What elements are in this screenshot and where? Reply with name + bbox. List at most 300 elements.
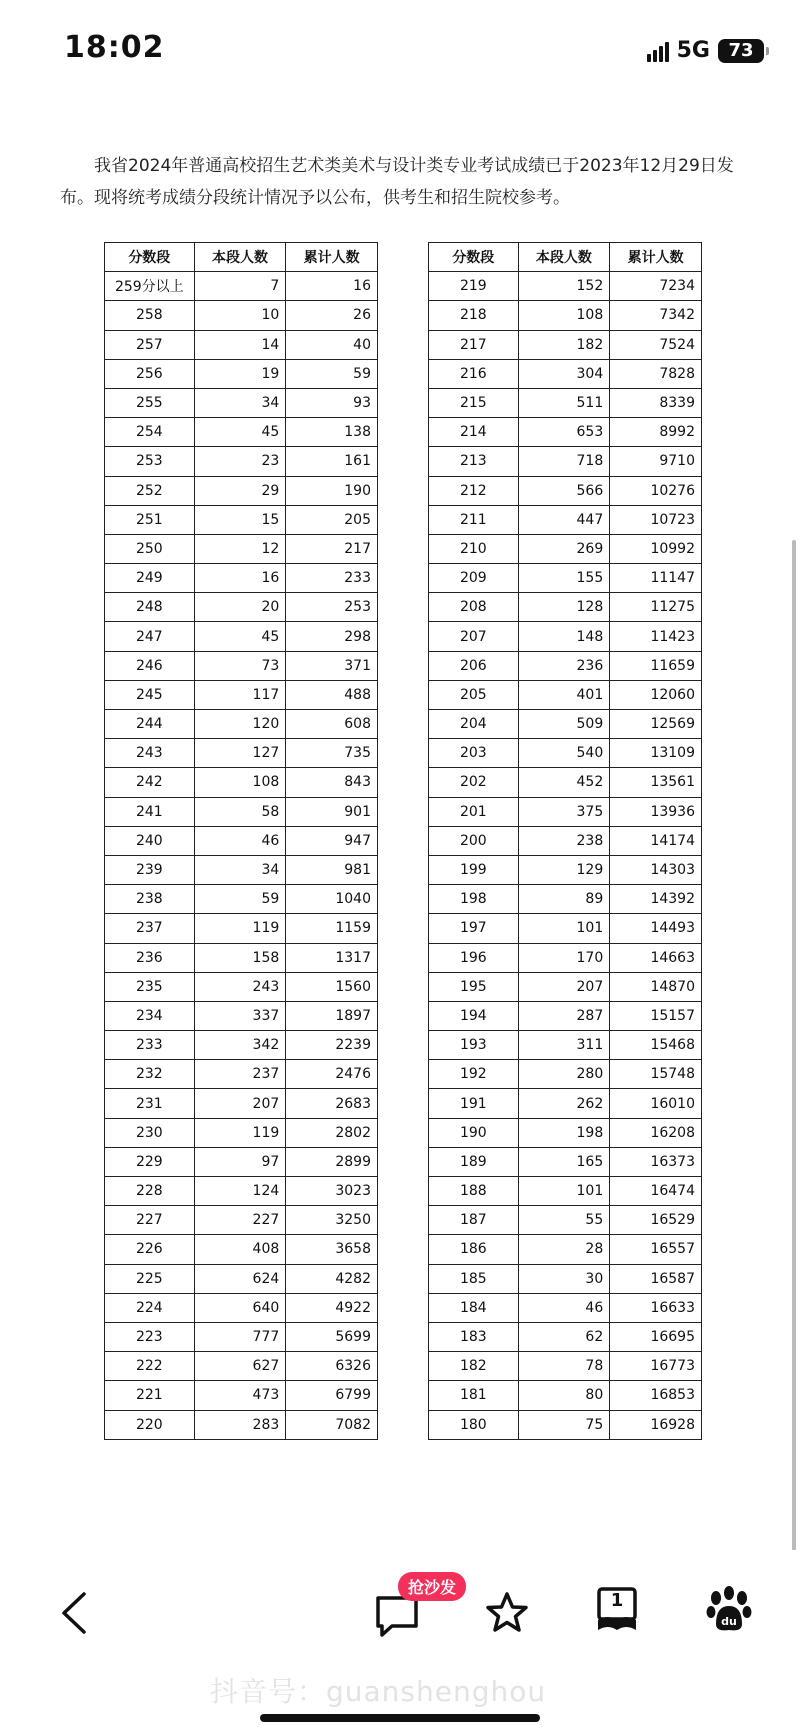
table-row — [429, 447, 702, 476]
score-cell: 187 — [429, 1206, 519, 1235]
table-row — [429, 1381, 702, 1410]
table-row — [105, 680, 378, 709]
cumulative-cell: 7342 — [610, 301, 702, 330]
cumulative-cell: 1040 — [286, 885, 378, 914]
count-cell: 342 — [194, 1031, 286, 1060]
table-row — [105, 885, 378, 914]
reading-icon[interactable] — [594, 1586, 640, 1634]
cumulative-cell: 16 — [286, 272, 378, 301]
count-cell: 128 — [518, 593, 610, 622]
table-row — [105, 564, 378, 593]
cumulative-cell: 12569 — [610, 710, 702, 739]
cumulative-cell: 2899 — [286, 1147, 378, 1176]
score-cell: 181 — [429, 1381, 519, 1410]
count-cell: 30 — [518, 1264, 610, 1293]
header-count: 本段人数 — [518, 243, 610, 272]
score-cell: 248 — [105, 593, 195, 622]
cumulative-cell: 16557 — [610, 1235, 702, 1264]
intro-paragraph: 我省2024年普通高校招生艺术类美术与设计类专业考试成绩已于2023年12月29日发布。现将统考成绩分段统计情况予以公布，供考生和招生院校参考。 — [60, 156, 734, 208]
score-cell: 204 — [429, 710, 519, 739]
table-row — [429, 1264, 702, 1293]
count-cell: 653 — [518, 418, 610, 447]
count-cell: 46 — [194, 826, 286, 855]
table-row — [429, 885, 702, 914]
score-cell: 255 — [105, 388, 195, 417]
cumulative-cell: 7234 — [610, 272, 702, 301]
score-cell: 256 — [105, 359, 195, 388]
count-cell: 148 — [518, 622, 610, 651]
cumulative-cell: 13109 — [610, 739, 702, 768]
cumulative-cell: 16529 — [610, 1206, 702, 1235]
score-cell: 251 — [105, 505, 195, 534]
score-cell: 205 — [429, 680, 519, 709]
cumulative-cell: 7828 — [610, 359, 702, 388]
signal-icon — [647, 40, 669, 62]
count-cell: 19 — [194, 359, 286, 388]
table-row — [429, 505, 702, 534]
score-cell: 200 — [429, 826, 519, 855]
count-cell: 408 — [194, 1235, 286, 1264]
count-cell: 375 — [518, 797, 610, 826]
score-cell: 235 — [105, 972, 195, 1001]
score-cell: 238 — [105, 885, 195, 914]
table-row — [105, 1206, 378, 1235]
score-cell: 227 — [105, 1206, 195, 1235]
score-cell: 212 — [429, 476, 519, 505]
count-cell: 198 — [518, 1118, 610, 1147]
count-cell: 59 — [194, 885, 286, 914]
cumulative-cell: 190 — [286, 476, 378, 505]
score-cell: 213 — [429, 447, 519, 476]
table-row — [429, 534, 702, 563]
score-cell: 193 — [429, 1031, 519, 1060]
table-row — [105, 855, 378, 884]
table-row — [105, 418, 378, 447]
table-row — [105, 797, 378, 826]
score-table-right — [428, 242, 702, 1440]
count-cell: 12 — [194, 534, 286, 563]
table-row — [105, 1264, 378, 1293]
count-cell: 23 — [194, 447, 286, 476]
table-row — [105, 476, 378, 505]
count-cell: 124 — [194, 1177, 286, 1206]
battery-icon — [718, 39, 764, 63]
table-row — [429, 564, 702, 593]
table-row — [105, 330, 378, 359]
count-cell: 170 — [518, 943, 610, 972]
table-row — [429, 1118, 702, 1147]
score-cell: 184 — [429, 1293, 519, 1322]
score-cell: 229 — [105, 1147, 195, 1176]
cumulative-cell: 10723 — [610, 505, 702, 534]
cumulative-cell: 161 — [286, 447, 378, 476]
cumulative-cell: 26 — [286, 301, 378, 330]
cumulative-cell: 253 — [286, 593, 378, 622]
table-row — [105, 593, 378, 622]
count-cell: 15 — [194, 505, 286, 534]
count-cell: 237 — [194, 1060, 286, 1089]
score-cell: 250 — [105, 534, 195, 563]
count-cell: 401 — [518, 680, 610, 709]
count-cell: 540 — [518, 739, 610, 768]
count-cell: 640 — [194, 1293, 286, 1322]
count-cell: 269 — [518, 534, 610, 563]
count-cell: 78 — [518, 1352, 610, 1381]
table-row — [429, 1206, 702, 1235]
cumulative-cell: 371 — [286, 651, 378, 680]
count-cell: 75 — [518, 1410, 610, 1439]
cumulative-cell: 138 — [286, 418, 378, 447]
table-row — [429, 826, 702, 855]
table-row — [105, 359, 378, 388]
watermark: 抖音号：guanshenghou — [210, 1675, 547, 1708]
score-cell: 198 — [429, 885, 519, 914]
score-cell: 243 — [105, 739, 195, 768]
count-cell: 46 — [518, 1293, 610, 1322]
table-row — [429, 768, 702, 797]
count-cell: 120 — [194, 710, 286, 739]
cumulative-cell: 6326 — [286, 1352, 378, 1381]
cumulative-cell: 2476 — [286, 1060, 378, 1089]
score-cell: 237 — [105, 914, 195, 943]
table-row — [105, 1322, 378, 1351]
cumulative-cell: 16773 — [610, 1352, 702, 1381]
score-cell: 252 — [105, 476, 195, 505]
score-cell: 242 — [105, 768, 195, 797]
score-cell: 215 — [429, 388, 519, 417]
svg-text:du: du — [721, 1615, 737, 1628]
count-cell: 14 — [194, 330, 286, 359]
comment-badge[interactable]: 抢沙发 — [398, 1572, 466, 1601]
count-cell: 158 — [194, 943, 286, 972]
score-cell: 182 — [429, 1352, 519, 1381]
count-cell: 311 — [518, 1031, 610, 1060]
table-row — [429, 1293, 702, 1322]
count-cell: 119 — [194, 1118, 286, 1147]
document-image — [0, 100, 800, 1550]
table-row — [429, 914, 702, 943]
score-cell: 234 — [105, 1001, 195, 1030]
score-cell: 186 — [429, 1235, 519, 1264]
table-row — [105, 1089, 378, 1118]
table-row — [429, 1001, 702, 1030]
score-cell: 219 — [429, 272, 519, 301]
count-cell: 10 — [194, 301, 286, 330]
score-cell: 224 — [105, 1293, 195, 1322]
table-row — [429, 1352, 702, 1381]
table-row — [105, 943, 378, 972]
count-cell: 129 — [518, 855, 610, 884]
cumulative-cell: 205 — [286, 505, 378, 534]
cumulative-cell: 14174 — [610, 826, 702, 855]
score-table-left — [104, 242, 378, 1440]
count-cell: 182 — [518, 330, 610, 359]
header-cumulative: 累计人数 — [610, 243, 702, 272]
score-cell: 190 — [429, 1118, 519, 1147]
table-row — [429, 330, 702, 359]
cumulative-cell: 15468 — [610, 1031, 702, 1060]
cumulative-cell: 59 — [286, 359, 378, 388]
cumulative-cell: 11423 — [610, 622, 702, 651]
cumulative-cell: 217 — [286, 534, 378, 563]
score-cell: 192 — [429, 1060, 519, 1089]
count-cell: 155 — [518, 564, 610, 593]
score-cell: 221 — [105, 1381, 195, 1410]
cumulative-cell: 16853 — [610, 1381, 702, 1410]
count-cell: 227 — [194, 1206, 286, 1235]
cumulative-cell: 6799 — [286, 1381, 378, 1410]
score-cell: 241 — [105, 797, 195, 826]
score-cell: 199 — [429, 855, 519, 884]
table-row — [105, 739, 378, 768]
count-cell: 165 — [518, 1147, 610, 1176]
score-cell: 194 — [429, 1001, 519, 1030]
cumulative-cell: 16633 — [610, 1293, 702, 1322]
cumulative-cell: 10276 — [610, 476, 702, 505]
count-cell: 624 — [194, 1264, 286, 1293]
count-cell: 7 — [194, 272, 286, 301]
cumulative-cell: 8339 — [610, 388, 702, 417]
score-cell: 246 — [105, 651, 195, 680]
count-cell: 509 — [518, 710, 610, 739]
count-cell: 20 — [194, 593, 286, 622]
table-row — [105, 1293, 378, 1322]
cumulative-cell: 93 — [286, 388, 378, 417]
score-cell: 191 — [429, 1089, 519, 1118]
cumulative-cell: 14392 — [610, 885, 702, 914]
score-cell: 196 — [429, 943, 519, 972]
status-time: 18:02 — [64, 30, 165, 65]
cumulative-cell: 14663 — [610, 943, 702, 972]
score-cell: 232 — [105, 1060, 195, 1089]
cumulative-cell: 981 — [286, 855, 378, 884]
count-cell: 473 — [194, 1381, 286, 1410]
count-cell: 718 — [518, 447, 610, 476]
count-cell: 566 — [518, 476, 610, 505]
cumulative-cell: 11275 — [610, 593, 702, 622]
score-cell: 211 — [429, 505, 519, 534]
header-score: 分数段 — [429, 243, 519, 272]
cumulative-cell: 3658 — [286, 1235, 378, 1264]
table-row — [429, 710, 702, 739]
cumulative-cell: 4282 — [286, 1264, 378, 1293]
table-row — [429, 1177, 702, 1206]
cumulative-cell: 1159 — [286, 914, 378, 943]
score-cell: 202 — [429, 768, 519, 797]
cumulative-cell: 1317 — [286, 943, 378, 972]
cumulative-cell: 14303 — [610, 855, 702, 884]
score-cell: 218 — [429, 301, 519, 330]
count-cell: 34 — [194, 388, 286, 417]
home-indicator[interactable] — [260, 1714, 540, 1722]
cumulative-cell: 3250 — [286, 1206, 378, 1235]
status-right — [647, 38, 764, 63]
battery-level: 73 — [728, 40, 754, 61]
score-cell: 239 — [105, 855, 195, 884]
score-cell: 208 — [429, 593, 519, 622]
table-row — [429, 739, 702, 768]
table-row — [105, 1410, 378, 1439]
star-icon[interactable] — [484, 1590, 530, 1636]
cumulative-cell: 298 — [286, 622, 378, 651]
score-cell: 245 — [105, 680, 195, 709]
count-cell: 117 — [194, 680, 286, 709]
count-cell: 58 — [194, 797, 286, 826]
count-cell: 119 — [194, 914, 286, 943]
bottom-toolbar — [0, 1550, 800, 1732]
table-row — [429, 1147, 702, 1176]
table-row — [429, 1235, 702, 1264]
cumulative-cell: 16587 — [610, 1264, 702, 1293]
cumulative-cell: 16928 — [610, 1410, 702, 1439]
cumulative-cell: 40 — [286, 330, 378, 359]
cumulative-cell: 16373 — [610, 1147, 702, 1176]
reading-count: 1 — [610, 1590, 624, 1611]
count-cell: 511 — [518, 388, 610, 417]
cumulative-cell: 14493 — [610, 914, 702, 943]
count-cell: 207 — [518, 972, 610, 1001]
table-row — [105, 651, 378, 680]
cumulative-cell: 1560 — [286, 972, 378, 1001]
score-cell: 225 — [105, 1264, 195, 1293]
count-cell: 28 — [518, 1235, 610, 1264]
score-cell: 254 — [105, 418, 195, 447]
count-cell: 287 — [518, 1001, 610, 1030]
table-row — [105, 1060, 378, 1089]
count-cell: 236 — [518, 651, 610, 680]
score-cell: 195 — [429, 972, 519, 1001]
cumulative-cell: 2683 — [286, 1089, 378, 1118]
cumulative-cell: 7082 — [286, 1410, 378, 1439]
table-row — [105, 1147, 378, 1176]
cumulative-cell: 15748 — [610, 1060, 702, 1089]
score-cell: 233 — [105, 1031, 195, 1060]
score-cell: 209 — [429, 564, 519, 593]
cumulative-cell: 4922 — [286, 1293, 378, 1322]
cumulative-cell: 13561 — [610, 768, 702, 797]
table-row — [429, 359, 702, 388]
score-cell: 206 — [429, 651, 519, 680]
count-cell: 627 — [194, 1352, 286, 1381]
score-cell: 189 — [429, 1147, 519, 1176]
cumulative-cell: 1897 — [286, 1001, 378, 1030]
table-row — [429, 388, 702, 417]
table-row — [105, 972, 378, 1001]
cumulative-cell: 608 — [286, 710, 378, 739]
table-row — [105, 710, 378, 739]
count-cell: 34 — [194, 855, 286, 884]
paw-icon[interactable] — [706, 1586, 752, 1634]
table-row — [429, 855, 702, 884]
table-row — [105, 1118, 378, 1147]
cumulative-cell: 2802 — [286, 1118, 378, 1147]
score-cell: 222 — [105, 1352, 195, 1381]
score-cell: 228 — [105, 1177, 195, 1206]
table-row — [105, 1381, 378, 1410]
count-cell: 45 — [194, 418, 286, 447]
table-row — [105, 1235, 378, 1264]
count-cell: 101 — [518, 914, 610, 943]
table-row — [105, 622, 378, 651]
count-cell: 89 — [518, 885, 610, 914]
cumulative-cell: 901 — [286, 797, 378, 826]
score-cell: 214 — [429, 418, 519, 447]
table-row — [429, 797, 702, 826]
score-cell: 223 — [105, 1322, 195, 1351]
count-cell: 108 — [518, 301, 610, 330]
count-cell: 283 — [194, 1410, 286, 1439]
table-row — [429, 593, 702, 622]
cumulative-cell: 10992 — [610, 534, 702, 563]
header-score: 分数段 — [105, 243, 195, 272]
cumulative-cell: 13936 — [610, 797, 702, 826]
count-cell: 127 — [194, 739, 286, 768]
table-row — [105, 272, 378, 301]
table-row — [429, 943, 702, 972]
count-cell: 16 — [194, 564, 286, 593]
network-label: 5G — [676, 38, 710, 63]
score-cell: 210 — [429, 534, 519, 563]
cumulative-cell: 947 — [286, 826, 378, 855]
table-row — [105, 768, 378, 797]
cumulative-cell: 2239 — [286, 1031, 378, 1060]
score-cell: 230 — [105, 1118, 195, 1147]
table-row — [429, 1031, 702, 1060]
cumulative-cell: 11147 — [610, 564, 702, 593]
score-cell: 249 — [105, 564, 195, 593]
table-row — [429, 301, 702, 330]
count-cell: 243 — [194, 972, 286, 1001]
table-row — [105, 388, 378, 417]
back-icon[interactable] — [58, 1590, 90, 1636]
cumulative-cell: 3023 — [286, 1177, 378, 1206]
count-cell: 73 — [194, 651, 286, 680]
score-cell: 258 — [105, 301, 195, 330]
score-cell: 201 — [429, 797, 519, 826]
cumulative-cell: 488 — [286, 680, 378, 709]
table-row — [105, 447, 378, 476]
count-cell: 337 — [194, 1001, 286, 1030]
score-cell: 185 — [429, 1264, 519, 1293]
cumulative-cell: 233 — [286, 564, 378, 593]
table-row — [429, 1089, 702, 1118]
table-row — [429, 1060, 702, 1089]
table-row — [105, 1352, 378, 1381]
score-cell: 183 — [429, 1322, 519, 1351]
count-cell: 262 — [518, 1089, 610, 1118]
score-cell: 207 — [429, 622, 519, 651]
count-cell: 452 — [518, 768, 610, 797]
score-cell: 247 — [105, 622, 195, 651]
table-row — [105, 914, 378, 943]
scrollbar[interactable] — [792, 540, 796, 1580]
table-row — [429, 972, 702, 1001]
cumulative-cell: 11659 — [610, 651, 702, 680]
score-cell: 216 — [429, 359, 519, 388]
count-cell: 108 — [194, 768, 286, 797]
count-cell: 45 — [194, 622, 286, 651]
count-cell: 304 — [518, 359, 610, 388]
score-cell: 244 — [105, 710, 195, 739]
score-cell: 257 — [105, 330, 195, 359]
cumulative-cell: 16695 — [610, 1322, 702, 1351]
count-cell: 62 — [518, 1322, 610, 1351]
table-row — [105, 301, 378, 330]
table-row — [429, 272, 702, 301]
table-row — [105, 534, 378, 563]
table-row — [105, 826, 378, 855]
cumulative-cell: 8992 — [610, 418, 702, 447]
